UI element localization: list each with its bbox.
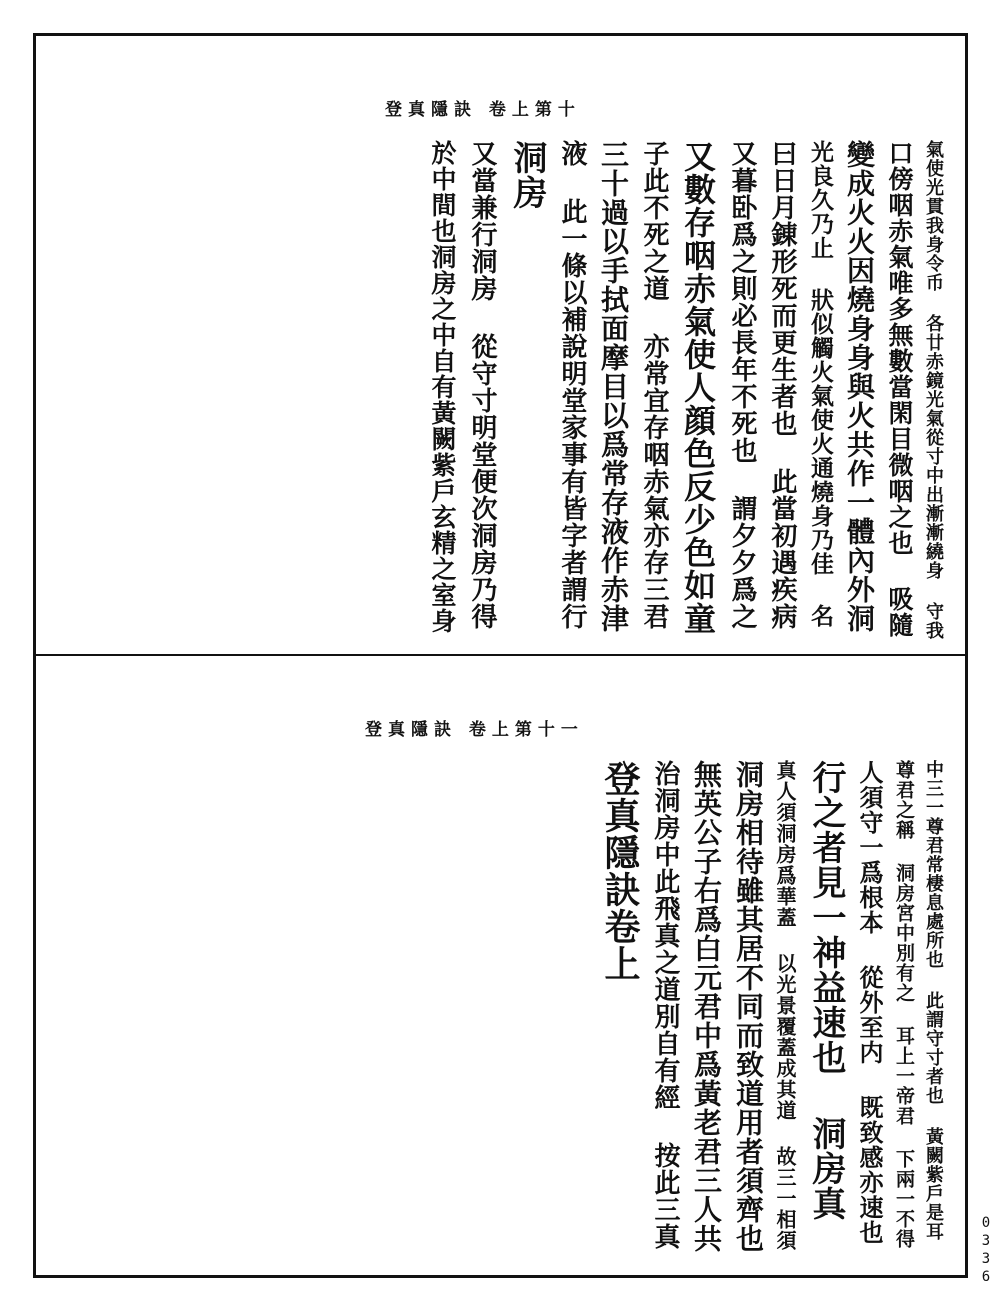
text-column: 無英公子右爲白元君中爲黃老君三人共	[690, 760, 723, 1253]
page-number: 0336	[978, 1215, 994, 1287]
volume-end-title: 登真隱訣卷上	[599, 760, 641, 982]
bottom-panel-columns	[598, 760, 945, 1253]
text-column: 於中間也洞房之中自有黃闕紫戶玄精之室身	[428, 140, 457, 634]
text-column: 液 此一條以補說明堂家事有皆字者謂行	[557, 140, 587, 630]
panel-divider	[33, 654, 968, 656]
text-column: 口傍咽赤氣唯多無數當閑目微咽之也 吸隨	[885, 140, 914, 638]
top-panel-header: 登真隱訣 卷上第十	[385, 100, 581, 120]
bottom-panel	[55, 660, 955, 1270]
section-heading: 洞房	[507, 140, 547, 210]
bottom-panel-header: 登真隱訣 卷上第十一	[365, 720, 584, 740]
text-column: 治洞房中此飛真之道別自有經 按此三真	[650, 760, 680, 1250]
text-column: 三十過以手拭面摩目以爲常存液作赤津	[597, 140, 630, 633]
text-column: 真人須洞房爲華蓋 以光景覆蓋成其道 故三一相須	[773, 760, 797, 1251]
text-column: 中三一尊君常棲息處所也 此謂守寸者也 黃闕紫戶是耳	[923, 760, 944, 1241]
top-panel-columns	[426, 140, 945, 640]
text-column: 又暮卧爲之則必長年不死也 謂夕夕爲之	[727, 140, 757, 630]
text-column: 氣使光貫我身令币 各廿赤鏡光氣從寸中出漸漸繞身 守我	[923, 140, 944, 640]
text-column: 子此不死之道 亦常宜存咽赤氣亦存三君	[639, 140, 669, 630]
text-column: 尊君之稱 洞房宮中別有之 耳上一帝君 下兩一不得	[893, 760, 915, 1249]
text-column: 行之者見一神益速也 洞房真	[806, 760, 846, 1221]
text-column: 變成火火因燒身身與火共作一體內外洞	[843, 140, 876, 633]
text-column: 又當兼行洞房 從守寸明堂便次洞房乃得	[467, 140, 497, 630]
text-column: 光良久乃止 狀似觸火氣使火通燒身乃佳 名	[807, 140, 834, 628]
text-column: 又數存咽赤氣使人顔色反少色如童	[679, 140, 717, 635]
text-column: 人須守一爲根本 從外至内 既致感亦速也	[855, 760, 884, 1245]
text-column: 洞房相待雖其居不同而致道用者須齊也	[732, 760, 765, 1253]
top-panel	[55, 40, 955, 650]
text-column: 曰日月錬形死而更生者也 此當初遇疾病	[767, 140, 797, 630]
